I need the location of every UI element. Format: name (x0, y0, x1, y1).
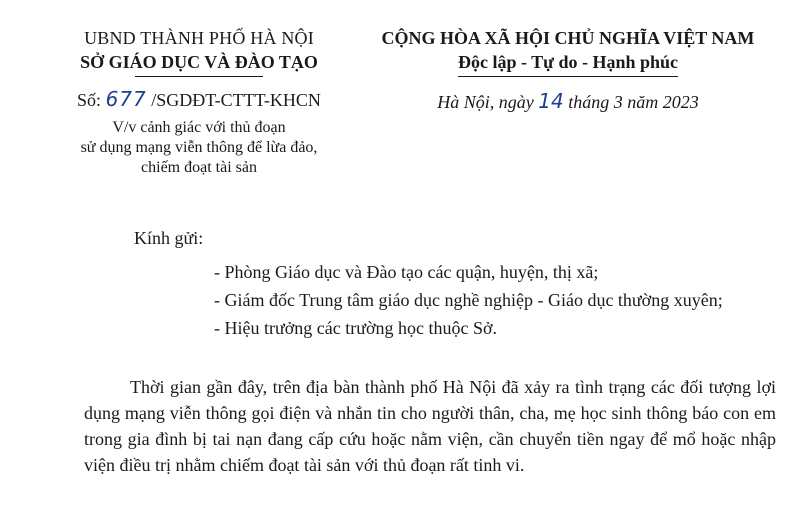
subject-line: chiếm đoạt tài sản (141, 159, 257, 176)
national-motto: Độc lập - Tự do - Hạnh phúc (457, 52, 679, 72)
document-number-prefix: Số: (77, 90, 106, 110)
document-number-handwritten: 677 (105, 87, 147, 111)
date-suffix: tháng 3 năm 2023 (563, 92, 699, 112)
issuing-organization: SỞ GIÁO DỤC VÀ ĐÀO TẠO (80, 52, 318, 72)
recipient-list (214, 258, 774, 342)
national-header-block (358, 26, 778, 114)
motto-underline (458, 76, 678, 77)
subject-line: sử dụng mạng viễn thông để lừa đảo, (80, 139, 318, 156)
recipient-item: - Phòng Giáo dục và Đào tạo các quận, huyện, thị xã; (214, 262, 599, 282)
date-day-handwritten: 14 (538, 89, 564, 113)
date-prefix: Hà Nội, ngày (437, 92, 539, 112)
subject-line: V/v cảnh giác với thủ đoạn (112, 119, 286, 136)
issuer-block (40, 26, 358, 178)
document-number (40, 87, 358, 112)
document-number-code: /SGDĐT-CTTT-KHCN (146, 90, 321, 110)
parent-organization: UBND THÀNH PHỐ HÀ NỘI (84, 28, 314, 48)
body-paragraph: Thời gian gần đây, trên địa bàn thành phố Hà Nội đã xảy ra tình trạng các đối tượng lợi dụng mạng viễn thông gọi điện và nhắn tin cho người thân, cha, mẹ học sinh thông báo con em trong gia đình bị tai nạn đang cấp cứu hoặc nằm viện, cần chuyển tiền ngay để mổ hoặc nhập viện điều trị nhằm chiếm đoạt tài sản với thủ đoạn rất tinh vi. (84, 377, 776, 475)
issuer-underline (135, 76, 263, 77)
greeting: Kính gửi: (134, 228, 204, 248)
recipient-item: - Giám đốc Trung tâm giáo dục nghề nghiệp - Giáo dục thường xuyên; (214, 290, 723, 310)
nation-title: CỘNG HÒA XÃ HỘI CHỦ NGHĨA VIỆT NAM (381, 28, 755, 48)
recipient-item: - Hiệu trưởng các trường học thuộc Sở. (214, 318, 497, 338)
date-line (358, 89, 778, 114)
subject-block (40, 118, 358, 178)
